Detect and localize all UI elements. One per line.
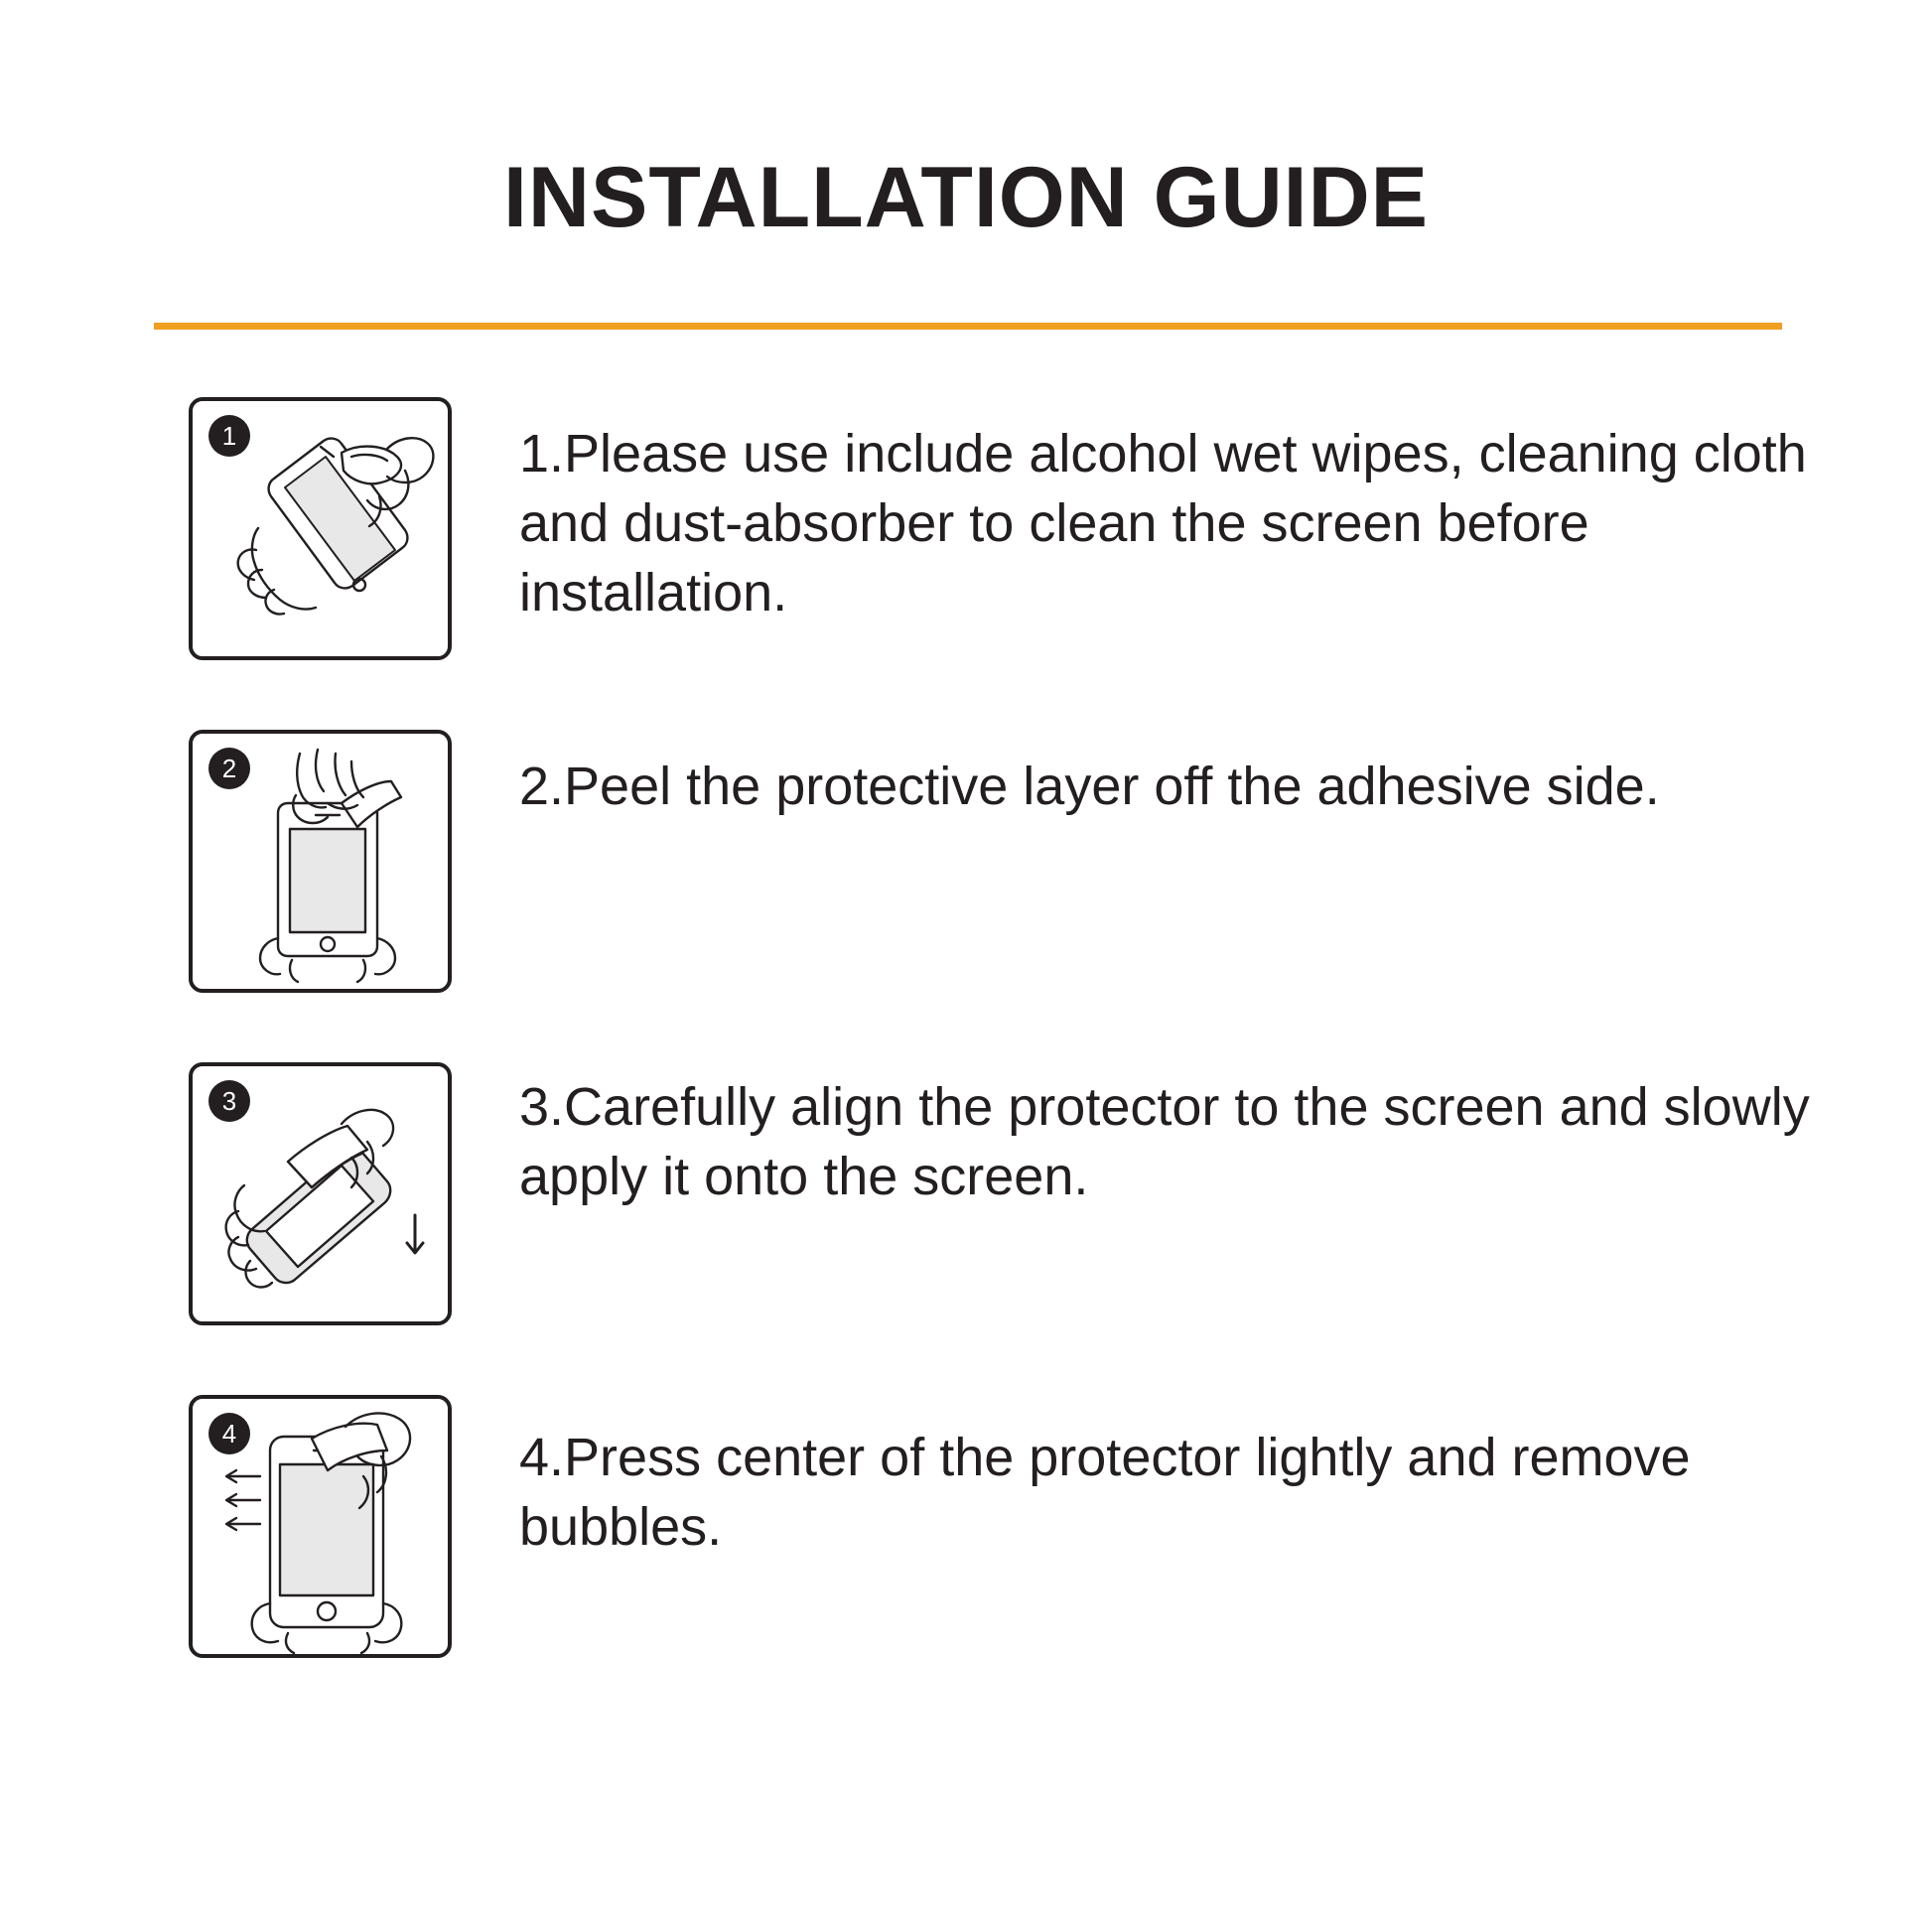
step-4-illustration bbox=[189, 1395, 452, 1658]
step-3-illustration bbox=[189, 1062, 452, 1325]
step-2-badge: 2 bbox=[208, 748, 250, 789]
step-4-badge: 4 bbox=[208, 1413, 250, 1454]
step-item bbox=[0, 1062, 1932, 1325]
page-title: INSTALLATION GUIDE bbox=[502, 150, 1430, 245]
step-3-badge: 3 bbox=[208, 1080, 250, 1122]
step-item bbox=[0, 397, 1932, 660]
step-2-text: 2.Peel the protective layer off the adhesive side. bbox=[519, 757, 1660, 816]
step-4-text: 4.Press center of the protector lightly and remove bubbles. bbox=[519, 1428, 1691, 1558]
step-3-text: 3.Carefully align the protector to the screen and slowly apply it onto the screen. bbox=[519, 1077, 1810, 1207]
step-1-text: 1.Please use include alcohol wet wipes, cleaning cloth and dust-absorber to clean the screen before installation. bbox=[519, 424, 1807, 623]
steps-list bbox=[0, 397, 1932, 1727]
step-2-illustration bbox=[189, 730, 452, 993]
step-1-illustration bbox=[189, 397, 452, 660]
title-divider bbox=[154, 323, 1782, 330]
step-item bbox=[0, 730, 1932, 993]
step-1-badge: 1 bbox=[208, 415, 250, 457]
step-item bbox=[0, 1395, 1932, 1658]
